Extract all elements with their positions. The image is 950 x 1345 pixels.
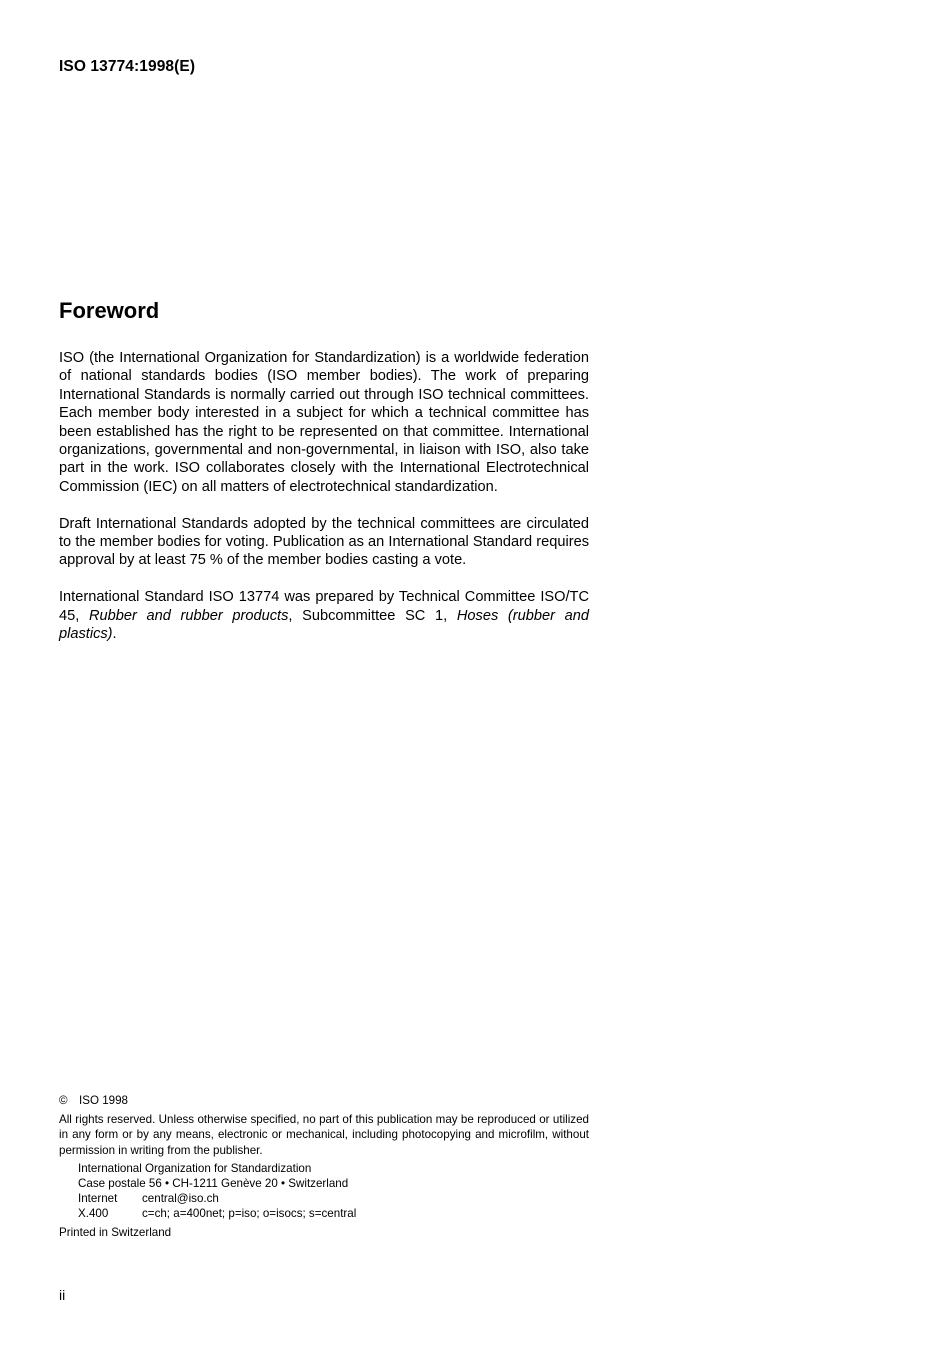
page-title: Foreword — [59, 298, 160, 323]
internet-label: Internet — [78, 1192, 118, 1206]
x400-row — [78, 1206, 589, 1221]
copyright-text: ISO 1998 — [79, 1094, 128, 1107]
committee-name: Rubber and rubber products — [88, 607, 289, 624]
publisher-address — [59, 1161, 589, 1222]
paragraph-3-text-1: International Standard ISO 13774 was prepared by Technical Committee ISO/TC 45, — [59, 589, 589, 624]
copyright-block — [59, 1093, 589, 1240]
postal-address: Case postale 56 • CH-1211 Genève 20 • Switzerland — [78, 1177, 349, 1191]
publisher-org: International Organization for Standardization — [78, 1161, 312, 1175]
copyright-line — [59, 1093, 589, 1108]
foreword-paragraph-1: ISO (the International Organization for Standardization) is a worldwide federation of national standards bodies (ISO member bodies). The work of preparing International Standards is normally carried out through ISO technical committees. Each member body interested in a subject for which a technical committee has been established has the right to be represented on that committee. International organizations, governmental and non-governmental, in liaison with ISO, also take part in the work. ISO collaborates closely with the International Electrotechnical Commission (IEC) on all matters of electrotechnical standardization. — [59, 350, 589, 495]
foreword-paragraph-2: Draft International Standards adopted by the technical committees are circulated to the member bodies for voting. Publication as an International Standard requires approval by at least 75 % of the member bodies casting a vote. — [59, 515, 589, 569]
internet-row — [78, 1191, 589, 1206]
paragraph-3-text-2: , Subcommittee SC 1, — [288, 607, 457, 624]
printed-in: Printed in Switzerland — [59, 1225, 172, 1239]
rights-statement: All rights reserved. Unless otherwise specified, no part of this publication may be reproduced or utilized in any form or by any means, electronic or mechanical, including photocopying and microfilm, without permission in writing from the publisher. — [59, 1113, 589, 1157]
internet-value: central@iso.ch — [142, 1192, 219, 1206]
page-number: ii — [59, 1287, 66, 1303]
document-id: ISO 13774:1998(E) — [59, 58, 196, 75]
paragraph-3-text-3: . — [112, 626, 117, 643]
subcommittee-name: Hoses (rubber and plastics) — [59, 607, 589, 643]
foreword-paragraph-3 — [59, 588, 589, 643]
foreword-body — [59, 349, 589, 662]
x400-value: c=ch; a=400net; p=iso; o=isocs; s=central — [142, 1207, 357, 1221]
x400-label: X.400 — [78, 1207, 109, 1221]
copyright-icon: © — [59, 1094, 68, 1107]
